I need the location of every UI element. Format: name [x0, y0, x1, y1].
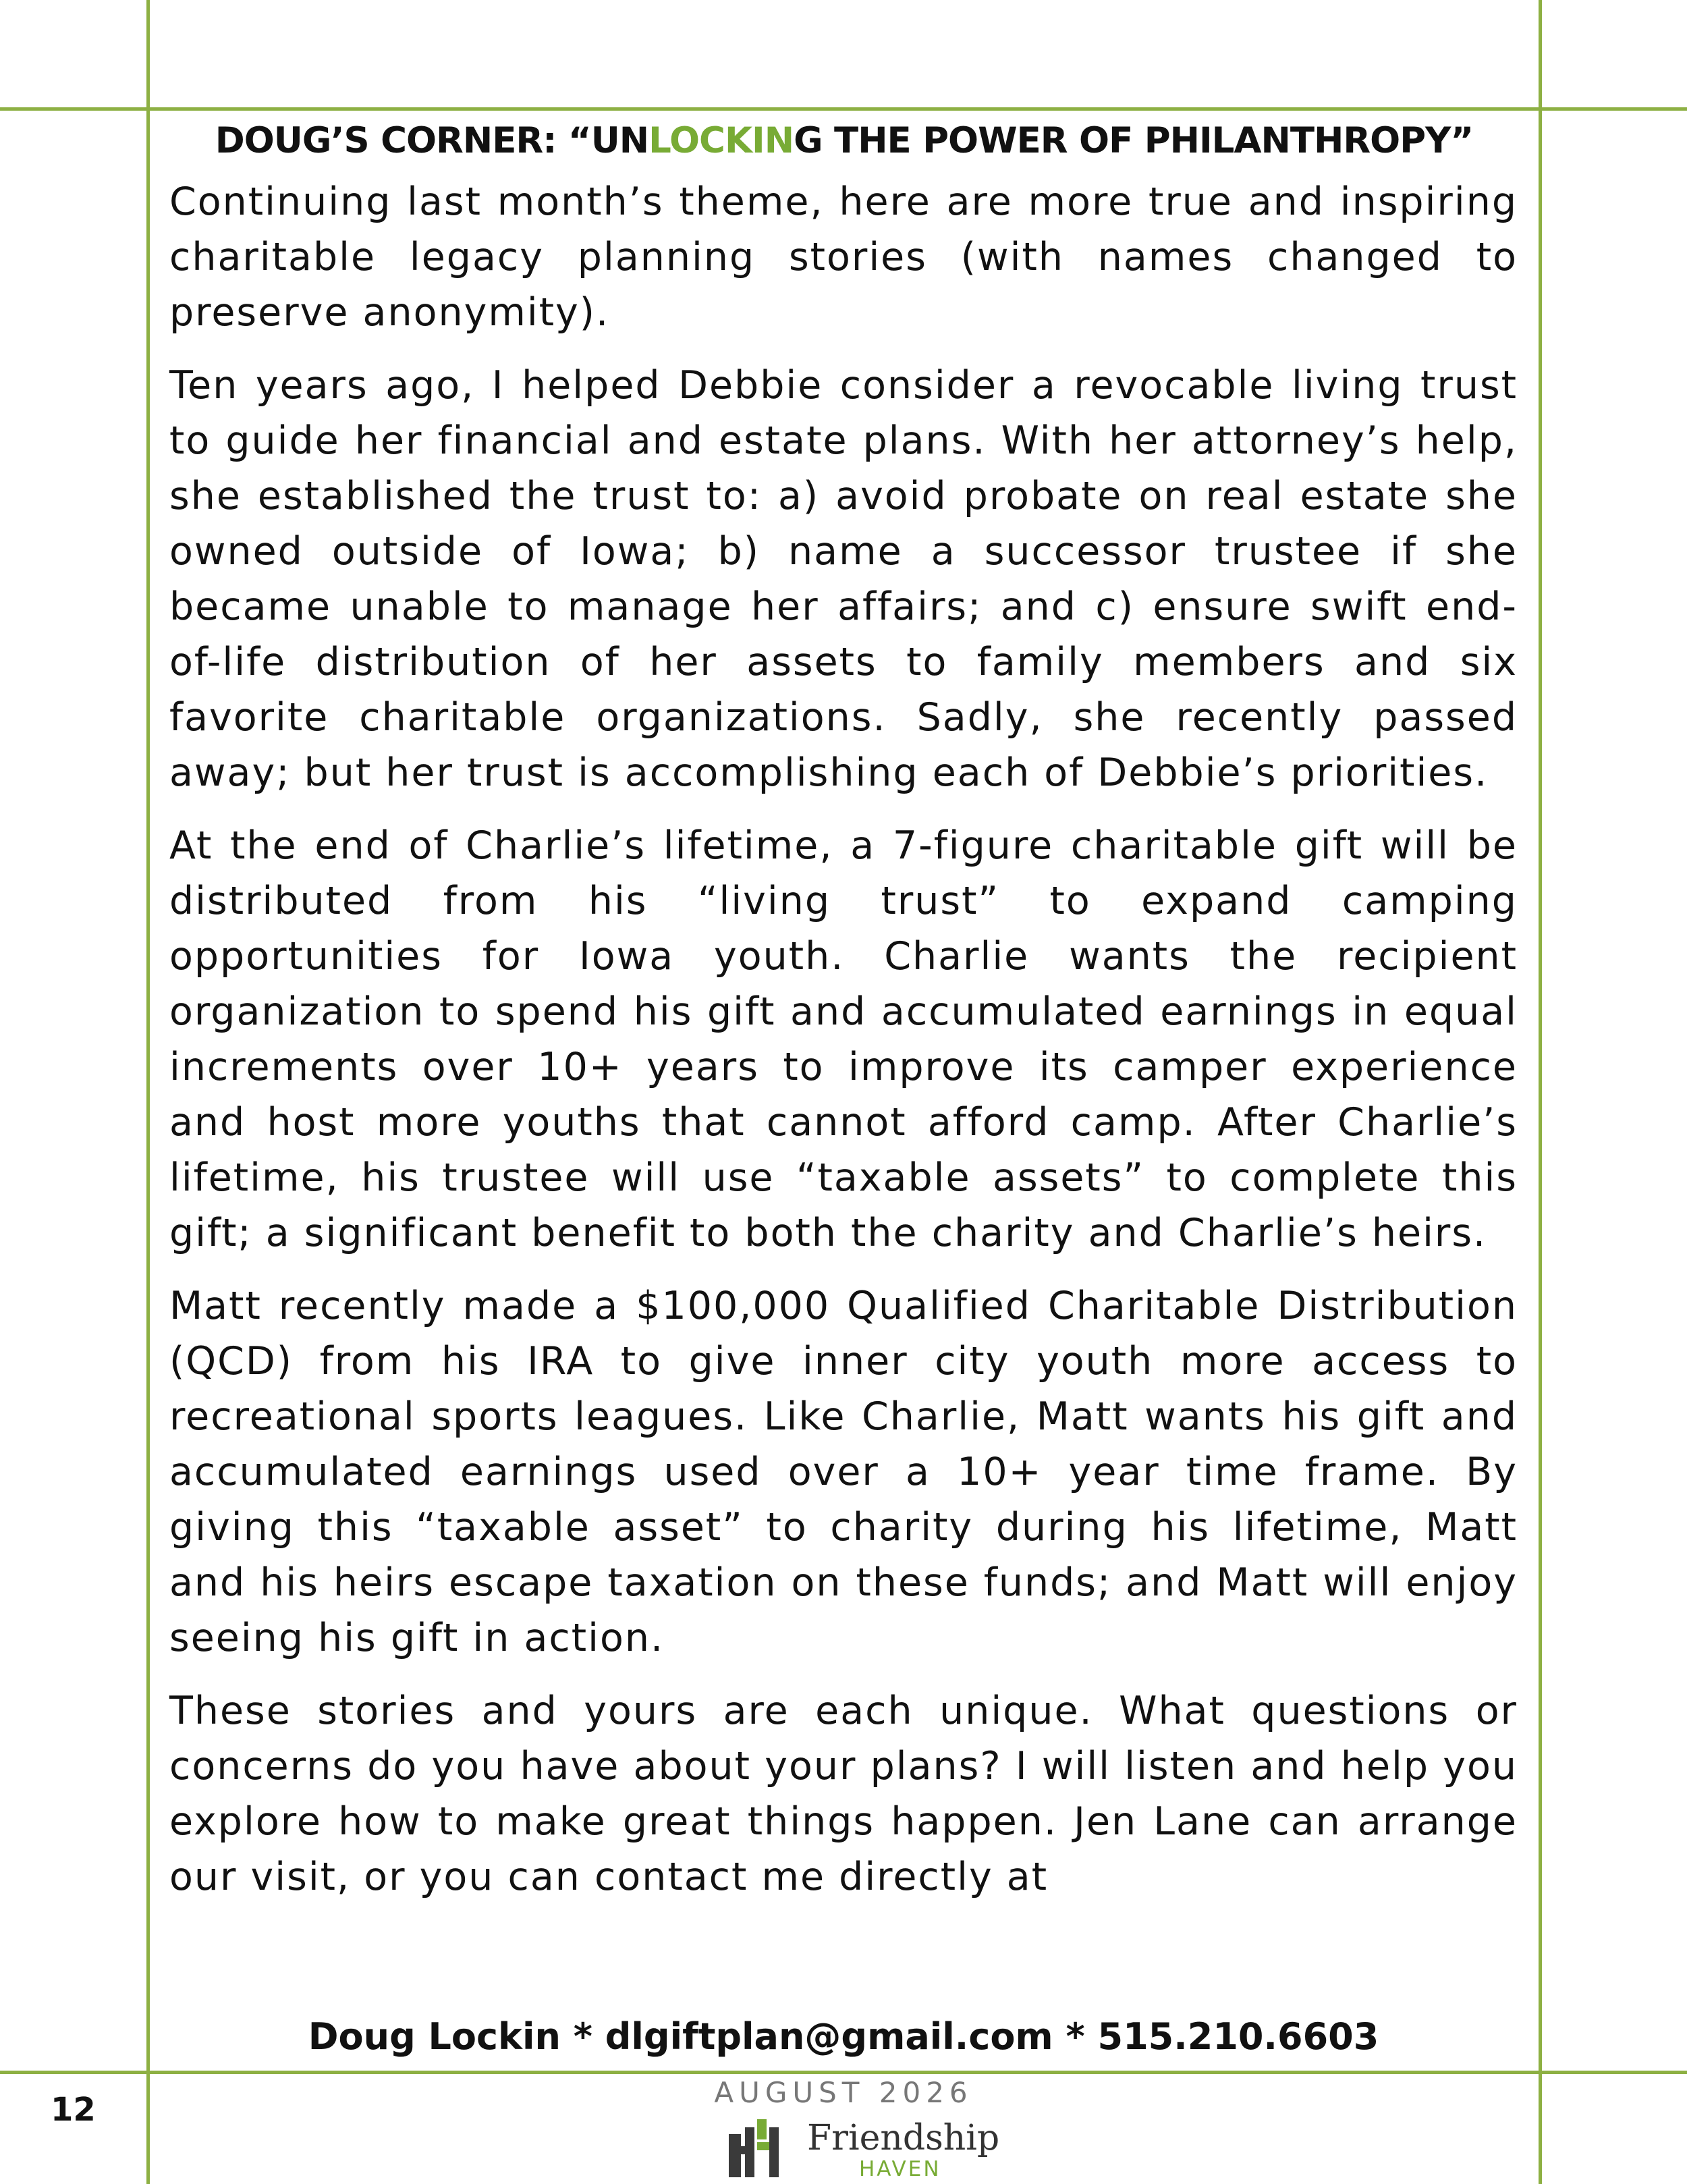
- title-part-2: G THE POWER OF PHILANTHROPY”: [794, 120, 1474, 161]
- frame-line-right: [1539, 0, 1542, 2184]
- paragraph-matt-story: Matt recently made a $100,000 Qualified Charitable Distribution (QCD) from his IRA to give inner city youth more access to recreational sports leagues. Like Charlie, Matt wants his gift and accumulated earnings used over a 10+ year time frame. By giving this “taxable asset” to charity during his lifetime, Matt and his heirs escape taxation on these funds; and Matt will enjoy seeing his gift in action.: [169, 1284, 1518, 1660]
- paragraph-intro: Continuing last month’s theme, here are more true and inspiring charitable legacy planning stories (with names changed to preserve anonymity).: [169, 180, 1518, 335]
- title-part-1: DOUG’S CORNER: “UN: [215, 120, 649, 161]
- contact-info: Doug Lockin * dlgiftplan@gmail.com * 515.210.6603: [308, 2015, 1379, 2058]
- frame-line-left: [146, 0, 150, 2184]
- article-title: [146, 120, 1542, 161]
- paragraph-closing: These stories and yours are each unique. What questions or concerns do you have about your plans? I will listen and help you explore how to make great things happen. Jen Lane can arrange our visit, or you can contact me directly at: [169, 1689, 1518, 1899]
- issue-date: AUGUST 2026: [714, 2076, 973, 2109]
- friendship-haven-logo-icon: [729, 2119, 783, 2177]
- article-body: [169, 174, 1518, 1922]
- logo-name: Friendship: [807, 2118, 1000, 2158]
- paragraph-debbie-story: Ten years ago, I helped Debbie consider a revocable living trust to guide her financial and estate plans. With her attorney’s help, she established the trust to: a) avoid probate on real estate she owned outside of Iowa; b) name a successor trustee if she became unable to manage her affairs; and c) ensure swift end-of-life distribution of her assets to family members and six favorite charitable organizations. Sadly, she recently passed away; but her trust is accomplishing each of Debbie’s priorities.: [169, 363, 1518, 795]
- page-number: 12: [51, 2091, 96, 2129]
- friendship-haven-logo: [729, 2118, 1000, 2181]
- frame-line-bottom: [0, 2071, 1687, 2074]
- paragraph-charlie-story: At the end of Charlie’s lifetime, a 7-figure charitable gift will be distributed from his “living trust” to expand camping opportunities for Iowa youth. Charlie wants the recipient organization to spend his gift and accumulated earnings in equal increments over 10+ years to improve its camper experience and host more youths that cannot afford camp. After Charlie’s lifetime, his trustee will use “taxable assets” to complete this gift; a significant benefit to both the charity and Charlie’s heirs.: [169, 823, 1518, 1255]
- frame-line-top: [0, 107, 1687, 111]
- logo-subtitle: HAVEN: [859, 2157, 941, 2181]
- title-accent: LOCKIN: [648, 120, 794, 161]
